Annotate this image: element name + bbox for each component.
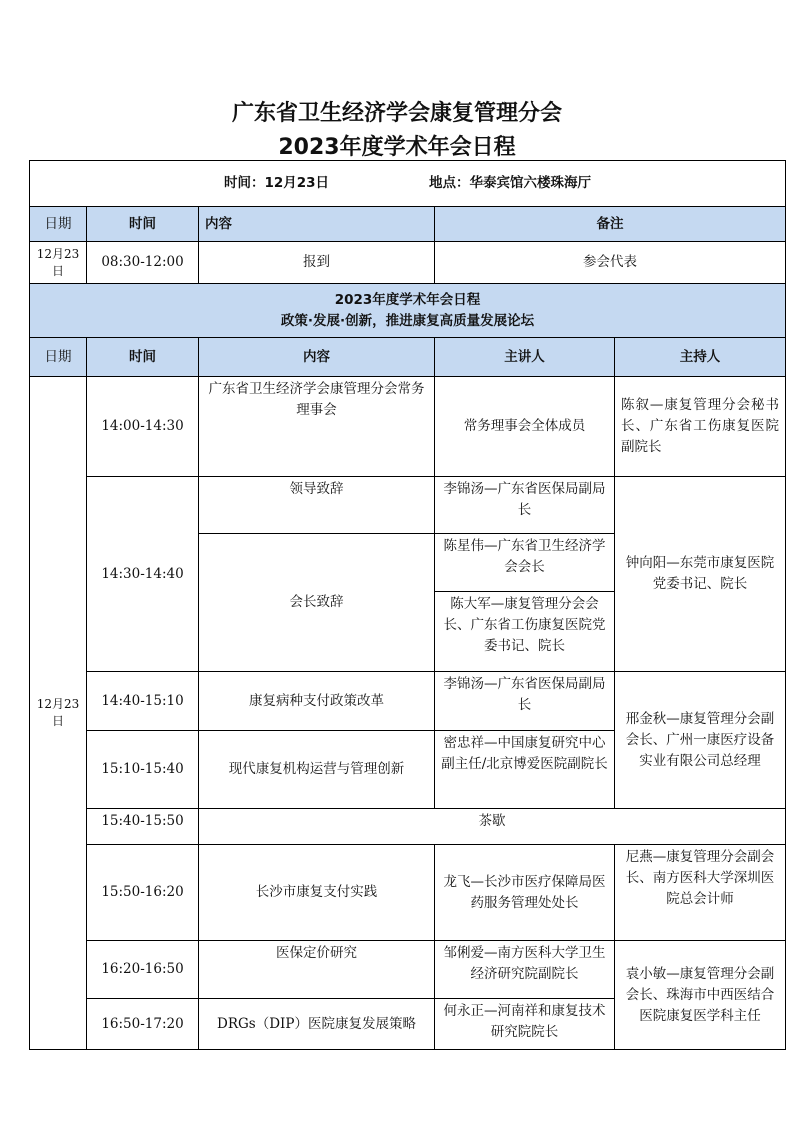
table-row xyxy=(30,941,786,999)
session-speaker: 李锦汤—广东省医保局副局长 xyxy=(435,672,615,731)
session-host: 邢金秋—康复管理分会副会长、广州一康医疗设备实业有限公司总经理 xyxy=(615,672,786,809)
time-label: 时间：12月23日 xyxy=(223,175,330,191)
session-content: 广东省卫生经济学会康管理分会常务理事会 xyxy=(199,377,435,477)
registration-content: 报到 xyxy=(199,242,435,284)
table-row xyxy=(30,477,786,534)
table-row xyxy=(30,672,786,731)
session-time: 14:00-14:30 xyxy=(87,377,199,477)
table-row xyxy=(30,242,786,284)
header-date: 日期 xyxy=(30,338,87,377)
page-subtitle: 2023年度学术年会日程 xyxy=(278,135,516,160)
info-row xyxy=(30,161,786,207)
page-title: 广东省卫生经济学会康复管理分会 xyxy=(231,101,562,126)
section-subtitle: 政策·发展·创新，推进康复高质量发展论坛 xyxy=(280,312,535,329)
afternoon-date: 12月23日 xyxy=(30,377,87,1050)
header-note: 备注 xyxy=(435,207,786,242)
break-content: 茶歇 xyxy=(199,809,786,845)
session-host: 尼燕—康复管理分会副会长、南方医科大学深圳医院总会计师 xyxy=(615,845,786,941)
session-content: 现代康复机构运营与管理创新 xyxy=(199,731,435,809)
session-time: 16:20-16:50 xyxy=(87,941,199,999)
session-content: 长沙市康复支付实践 xyxy=(199,845,435,941)
session-host: 袁小敏—康复管理分会副会长、珠海市中西医结合医院康复医学科主任 xyxy=(615,941,786,1050)
table-header-row xyxy=(30,207,786,242)
session-speaker: 李锦汤—广东省医保局副局长 xyxy=(435,477,615,534)
session-speaker: 陈大军—康复管理分会会长、广东省工伤康复医院党委书记、院长 xyxy=(435,592,615,672)
section-title: 2023年度学术年会日程 xyxy=(334,291,481,308)
info-bar xyxy=(30,161,786,207)
header-date: 日期 xyxy=(30,207,87,242)
session-speaker: 密忠祥—中国康复研究中心副主任/北京博爱医院副院长 xyxy=(435,731,615,809)
session-time: 16:50-17:20 xyxy=(87,999,199,1050)
session-content: DRGs（DIP）医院康复发展策略 xyxy=(199,999,435,1050)
registration-note: 参会代表 xyxy=(435,242,786,284)
session-speaker: 龙飞—长沙市医疗保障局医药服务管理处处长 xyxy=(435,845,615,941)
section-row xyxy=(30,284,786,338)
header-time: 时间 xyxy=(87,207,199,242)
header-host: 主持人 xyxy=(615,338,786,377)
header-content: 内容 xyxy=(199,207,435,242)
session-speaker: 何永正—河南祥和康复技术研究院院长 xyxy=(435,999,615,1050)
header-content: 内容 xyxy=(199,338,435,377)
table-header-row xyxy=(30,338,786,377)
header-time: 时间 xyxy=(87,338,199,377)
session-content: 会长致辞 xyxy=(199,534,435,672)
session-host: 陈叙—康复管理分会秘书长、广东省工伤康复医院副院长 xyxy=(615,377,786,477)
table-row xyxy=(30,809,786,845)
registration-time: 08:30-12:00 xyxy=(87,242,199,284)
session-time: 14:30-14:40 xyxy=(87,477,199,672)
session-time: 15:50-16:20 xyxy=(87,845,199,941)
session-time: 15:40-15:50 xyxy=(87,809,199,845)
table-row xyxy=(30,377,786,477)
registration-date: 12月23日 xyxy=(30,242,87,284)
schedule-table xyxy=(29,160,786,1050)
session-speaker: 陈星伟—广东省卫生经济学会会长 xyxy=(435,534,615,592)
session-host: 钟向阳—东莞市康复医院党委书记、院长 xyxy=(615,477,786,672)
table-row xyxy=(30,845,786,941)
session-content: 领导致辞 xyxy=(199,477,435,534)
session-time: 15:10-15:40 xyxy=(87,731,199,809)
session-speaker: 常务理事会全体成员 xyxy=(435,377,615,477)
session-content: 医保定价研究 xyxy=(199,941,435,999)
place-label: 地点：华泰宾馆六楼珠海厅 xyxy=(429,175,592,191)
session-time: 14:40-15:10 xyxy=(87,672,199,731)
section-header xyxy=(30,284,786,338)
header-speaker: 主讲人 xyxy=(435,338,615,377)
session-content: 康复病种支付政策改革 xyxy=(199,672,435,731)
session-speaker: 邹俐爱—南方医科大学卫生经济研究院副院长 xyxy=(435,941,615,999)
